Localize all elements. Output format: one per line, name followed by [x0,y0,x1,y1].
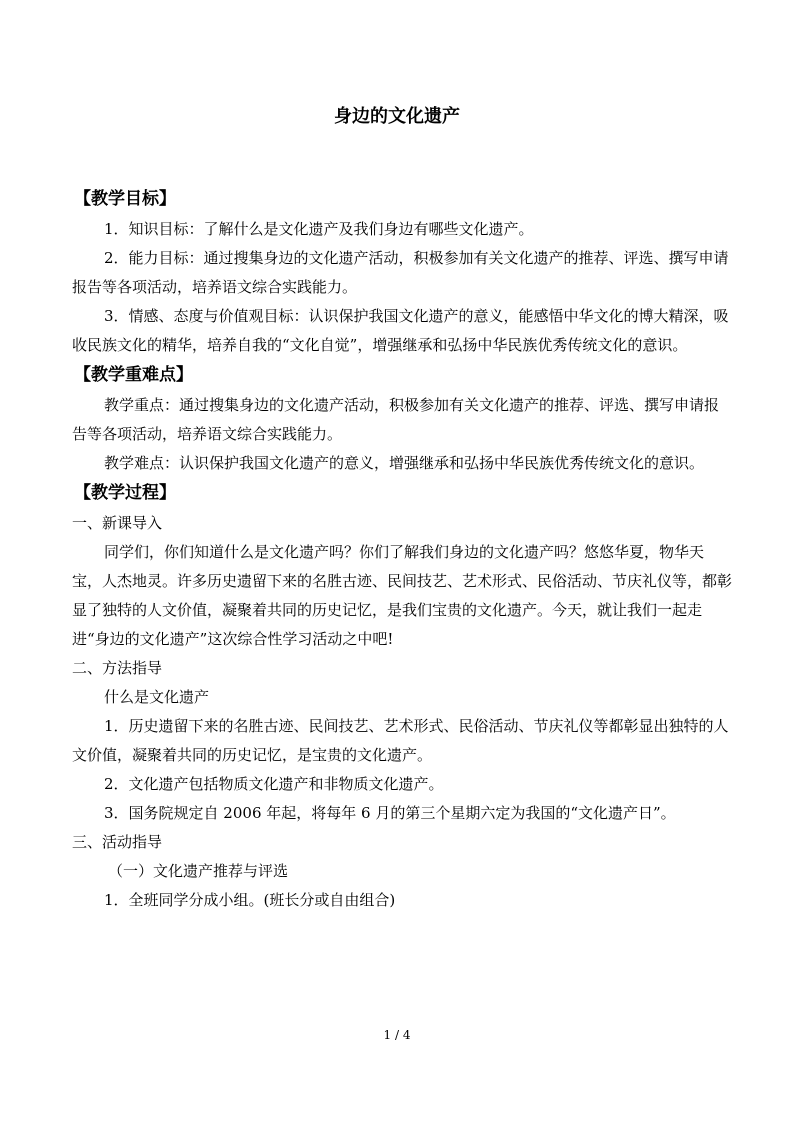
objectives-heading: 【教学目标】 [74,189,176,209]
method-guidance-subtitle: 什么是文化遗产 [104,688,210,706]
objective-item-3: 3．情感、态度与价值观目标：认识保护我国文化遗产的意义，能感悟中华文化的博大精深，吸收民族文化的精华，培养自我的“文化自觉”，增强继承和弘扬中华民族优秀传统文化的意识。 [72,307,729,354]
key-point-item-2: 教学难点：认识保护我国文化遗产的意义，增强继承和弘扬中华民族优秀传统文化的意识。 [104,454,705,472]
activity-item-1: 1．全班同学分成小组。(班长分或自由组合) [104,891,396,909]
key-point-item-1: 教学重点：通过搜集身边的文化遗产活动，积极参加有关文化遗产的推荐、评选、撰写申请报告等各项活动，培养语文综合实践能力。 [72,396,720,443]
new-lesson-text: 同学们，你们知道什么是文化遗产吗？你们了解我们身边的文化遗产吗？悠悠华夏，物华天宝，人杰地灵。许多历史遗留下来的名胜古迹、民间技艺、艺术形式、民俗活动、节庆礼仪等，都彰显了独特的人文价值，凝聚着共同的历史记忆，是我们宝贵的文化遗产。今天，就让我们一起走进“身边的文化遗产”这次综合性学习活动之中吧! [72,543,733,648]
objective-item-1: 1．知识目标：了解什么是文化遗产及我们身边有哪些文化遗产。 [104,220,534,238]
document-title: 身边的文化遗产 [334,106,460,127]
key-points-heading: 【教学重难点】 [74,365,193,385]
activity-guidance-subtitle: （一）文化遗产推荐与评选 [108,862,289,880]
document-content [72,184,732,915]
method-item-2: 2．文化遗产包括物质文化遗产和非物质文化遗产。 [104,775,444,793]
page-number: 1 / 4 [383,1028,411,1042]
new-lesson-title: 一、新课导入 [72,514,163,532]
method-item-3: 3．国务院规定自 2006 年起，将每年 6 月的第三个星期六定为我国的“文化遗产日”。 [104,804,676,822]
method-item-1: 1．历史遗留下来的名胜古迹、民间技艺、艺术形式、民俗活动、节庆礼仪等都彰显出独特的人文价值，凝聚着共同的历史记忆，是宝贵的文化遗产。 [72,717,729,764]
method-guidance-title: 二、方法指导 [72,659,163,677]
process-heading: 【教学过程】 [74,483,176,503]
activity-guidance-title: 三、活动指导 [72,833,163,851]
objective-item-2: 2．能力目标：通过搜集身边的文化遗产活动，积极参加有关文化遗产的推荐、评选、撰写申请报告等各项活动，培养语文综合实践能力。 [72,249,729,296]
